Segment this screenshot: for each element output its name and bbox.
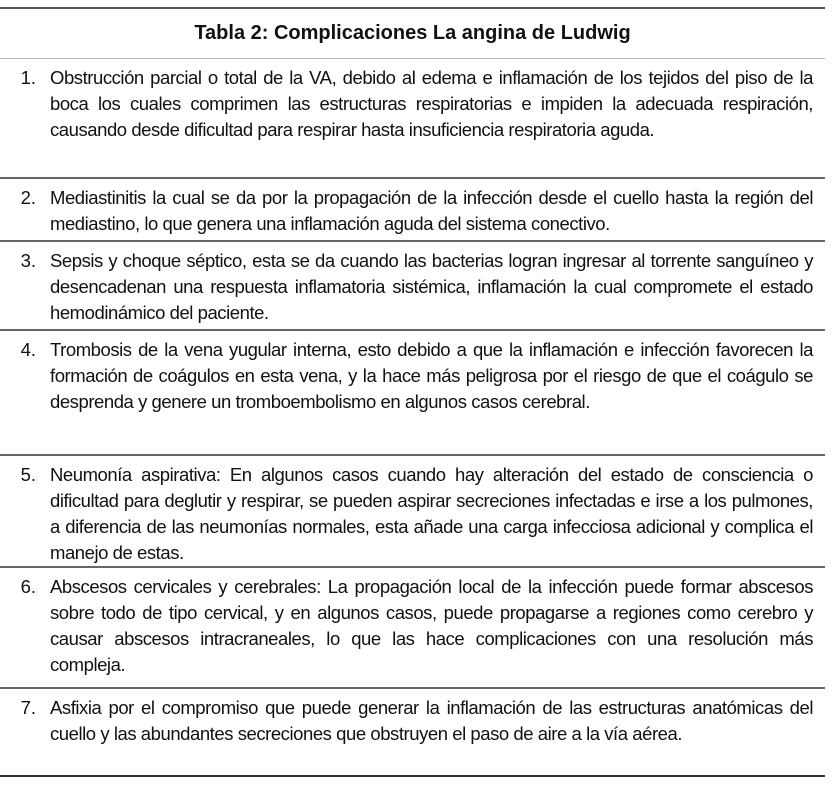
complications-table bbox=[0, 7, 825, 777]
row-text: Obstrucción parcial o total de la VA, debido al edema e inflamación de los tejidos del piso de la boca los cuales comprimen las estructuras respiratorias e impiden la adecuada respiración, causando desde dificultad para respirar hasta insuficiencia respiratoria aguda. bbox=[50, 67, 813, 140]
table-title: Tabla 2: Complicaciones La angina de Ludwig bbox=[0, 9, 825, 59]
row-number: 5. bbox=[20, 464, 36, 485]
row-text: Trombosis de la vena yugular interna, esto debido a que la inflamación e infección favorecen la formación de coágulos en esta vena, y la hace más peligrosa por el riesgo de que el coágulo se desprenda y genere un tromboembolismo en algunos casos cerebral. bbox=[50, 339, 813, 412]
table-row bbox=[0, 331, 825, 456]
row-number: 2. bbox=[20, 187, 36, 208]
cropped-preceding-text bbox=[0, 0, 837, 7]
row-text: Abscesos cervicales y cerebrales: La propagación local de la infección puede formar abscesos sobre todo de tipo cervical, y en algunos casos, puede propagarse a regiones como cerebro y causar abscesos intracraneales, lo que las hace complicaciones con una resolución más compleja. bbox=[50, 576, 813, 675]
table-row bbox=[0, 179, 825, 242]
row-number: 7. bbox=[20, 697, 36, 718]
row-text: Sepsis y choque séptico, esta se da cuando las bacterias logran ingresar al torrente sanguíneo y desencadenan una respuesta inflamatoria sistémica, inflamación la cual compromete el estado hemodinámico del paciente. bbox=[50, 250, 813, 323]
table-row bbox=[0, 242, 825, 331]
table-row bbox=[0, 568, 825, 689]
table-row bbox=[0, 689, 825, 777]
row-number: 1. bbox=[20, 67, 36, 88]
row-number: 3. bbox=[20, 250, 36, 271]
row-number: 6. bbox=[20, 576, 36, 597]
table-row bbox=[0, 456, 825, 568]
row-text: Neumonía aspirativa: En algunos casos cuando hay alteración del estado de consciencia o dificultad para deglutir y respirar, se pueden aspirar secreciones infectadas e irse a los pulmones, a diferencia de las neumonías normales, esta añade una carga infecciosa adicional y complica el manejo de estas. bbox=[50, 464, 813, 563]
row-text: Asfixia por el compromiso que puede generar la inflamación de las estructuras anatómicas del cuello y las abundantes secreciones que obstruyen el paso de aire a la vía aérea. bbox=[50, 697, 813, 744]
row-text: Mediastinitis la cual se da por la propagación de la infección desde el cuello hasta la región del mediastino, lo que genera una inflamación aguda del sistema conectivo. bbox=[50, 187, 813, 234]
row-number: 4. bbox=[20, 339, 36, 360]
table-row bbox=[0, 59, 825, 179]
